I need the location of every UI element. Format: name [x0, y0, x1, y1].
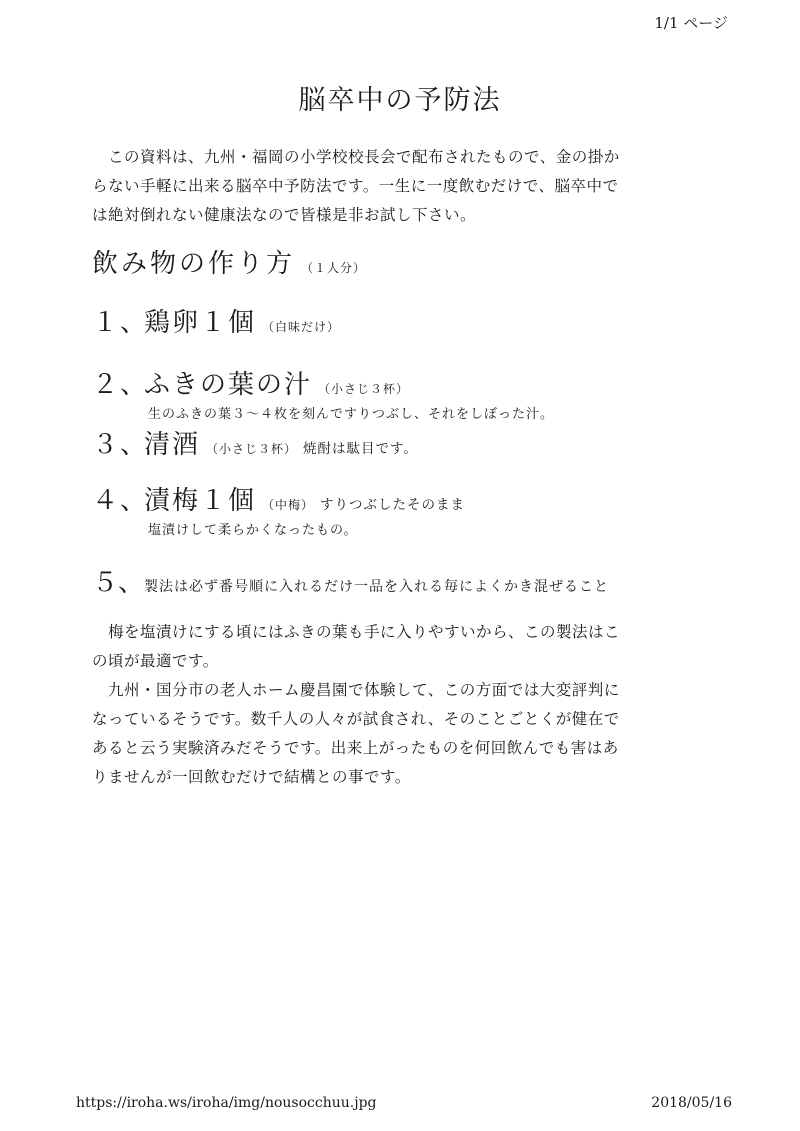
step-2-note: 生のふきの葉３～４枚を刻んですりつぶし、それをしぼった汁。 — [148, 407, 555, 422]
step-label: ふきの葉の汁 — [144, 370, 313, 400]
step-4-note: 塩漬けして柔らかくなったもの。 — [148, 523, 358, 538]
step-sub: （小さじ３杯） — [318, 382, 410, 396]
step-sub: （小さじ３杯） — [206, 442, 298, 456]
page-number: 1/1 ページ — [654, 14, 728, 32]
section-heading — [92, 243, 366, 280]
step-3 — [92, 424, 418, 461]
body-line: あると云う実験済みだそうです。出来上がったものを何回飲んでも害はあ — [92, 739, 619, 757]
step-number: １、 — [92, 308, 149, 338]
step-4 — [92, 480, 465, 517]
step-number: ３、 — [92, 430, 149, 460]
step-label: 漬梅１個 — [144, 486, 257, 516]
footer-url: https://iroha.ws/iroha/img/nousocchuu.jpg — [76, 1095, 377, 1111]
intro-paragraph — [92, 143, 662, 230]
step-sub: （白味だけ） — [262, 320, 341, 334]
step-extra: 製法は必ず番号順に入れるだけ一品を入れる毎によくかき混ぜること — [144, 579, 609, 595]
step-number: ４、 — [92, 486, 149, 516]
step-2 — [92, 364, 409, 401]
footer-date: 2018/05/16 — [651, 1095, 732, 1111]
step-extra: 焼酎は駄目です。 — [303, 441, 418, 457]
body-line: りませんが一回飲むだけで結構との事です。 — [92, 768, 411, 786]
step-extra: すりつぶしたそのまま — [320, 497, 466, 513]
step-1 — [92, 302, 340, 339]
step-label: 清酒 — [144, 430, 201, 460]
body-line: 梅を塩漬けにする頃にはふきの葉も手に入りやすいから、この製法はこ — [92, 623, 621, 641]
body-paragraph — [92, 618, 662, 792]
body-line: の頃が最適です。 — [92, 652, 219, 670]
intro-line: は絶対倒れない健康法なので皆様是非お試し下さい。 — [92, 206, 477, 224]
section-heading-sub: （１人分） — [301, 261, 367, 275]
body-line: なっているそうです。数千人の人々が試食され、そのことごとくが健在で — [92, 710, 620, 728]
section-heading-text: 飲み物の作り方 — [92, 249, 296, 279]
page-title: 脳卒中の予防法 — [298, 85, 502, 116]
step-label: 鶏卵１個 — [144, 308, 257, 338]
intro-line: らない手軽に出来る脳卒中予防法です。一生に一度飲むだけで、脳卒中で — [92, 177, 619, 195]
step-number: ２、 — [92, 370, 149, 400]
intro-line: この資料は、九州・福岡の小学校校長会で配布されたもので、金の掛か — [92, 148, 620, 166]
step-5 — [92, 562, 609, 599]
step-number: ５、 — [92, 568, 145, 598]
step-sub: （中梅） — [262, 498, 315, 512]
body-line: 九州・国分市の老人ホーム慶昌園で体験して、この方面では大変評判に — [92, 681, 620, 699]
